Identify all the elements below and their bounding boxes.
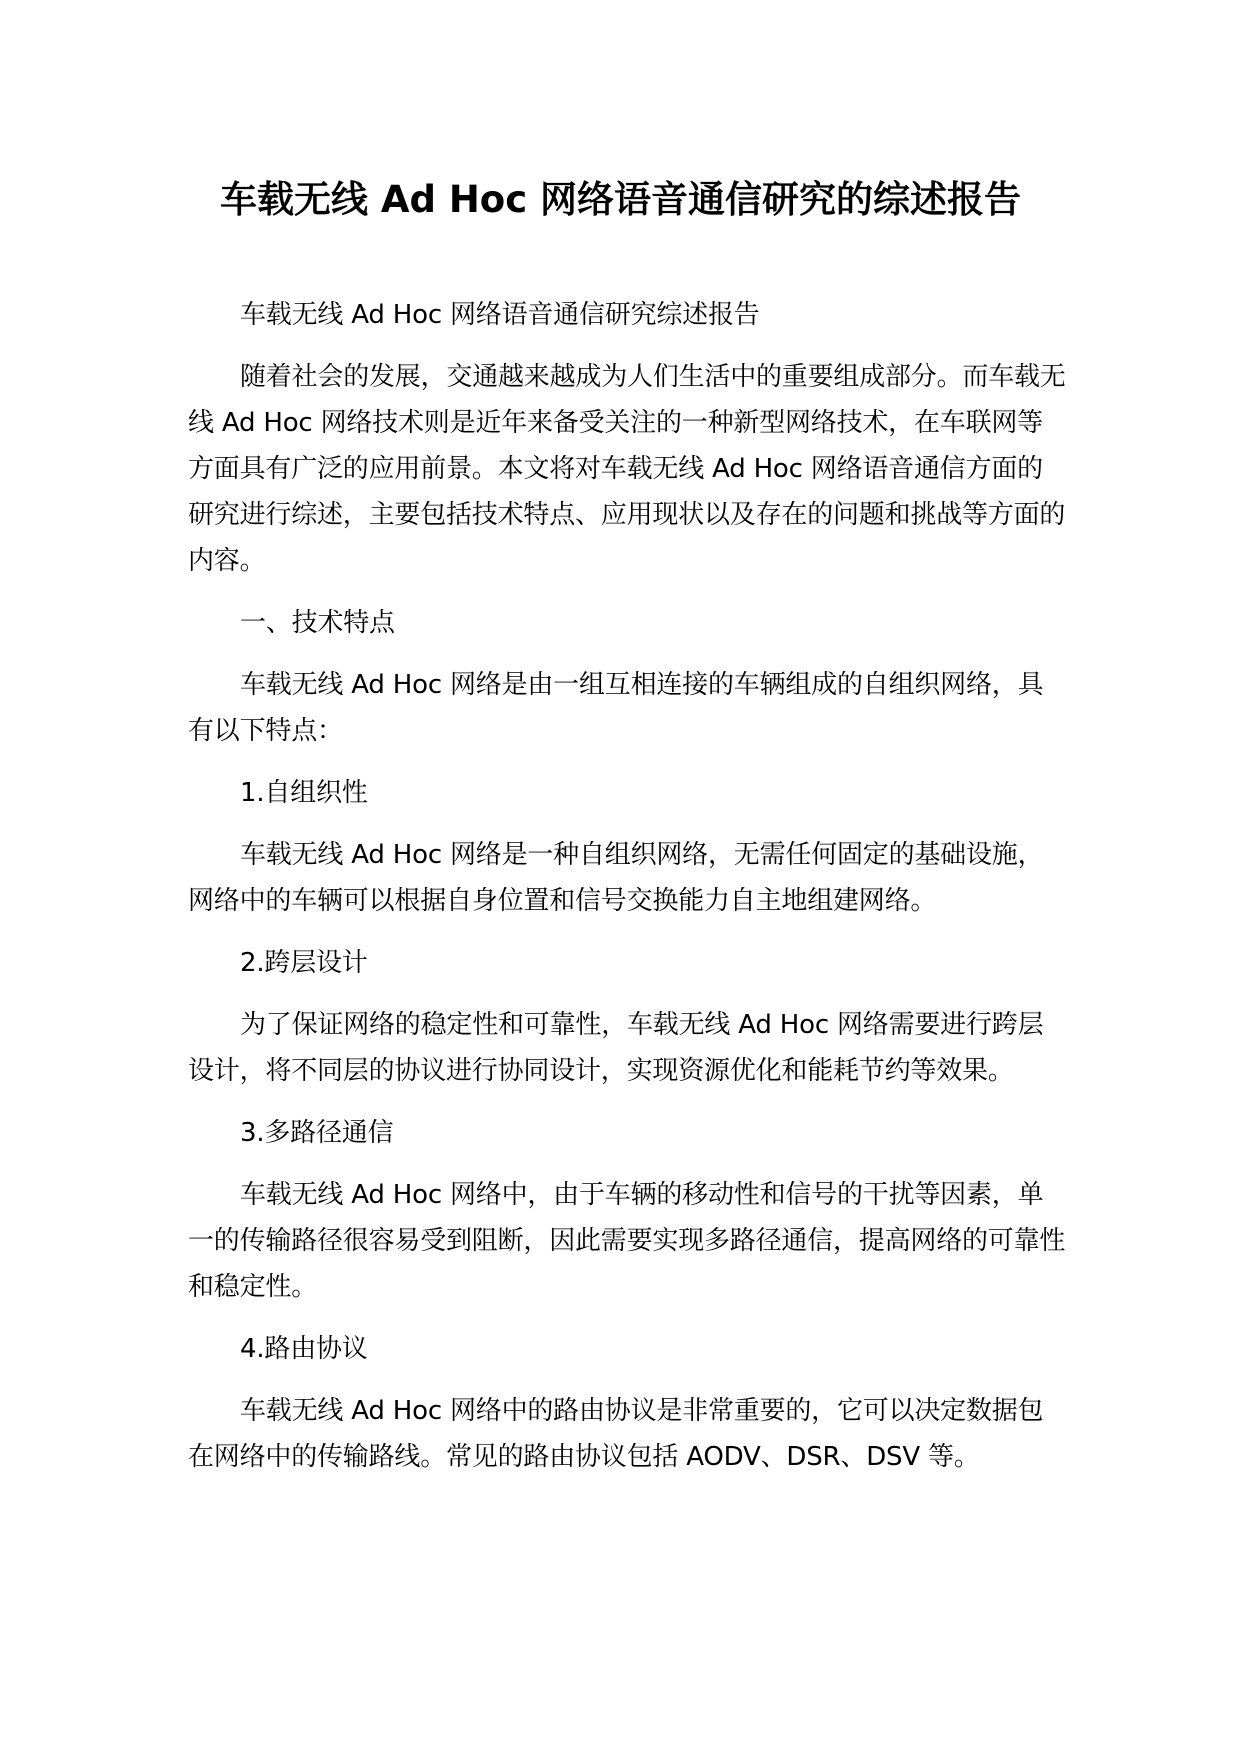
document-body (188, 292, 1068, 1496)
subheading-multipath-communication: 3.多路径通信 (240, 1118, 394, 1148)
document-title: 车载无线 Ad Hoc 网络语音通信研究的综述报告 (219, 178, 1022, 221)
intro-paragraph: 随着社会的发展，交通越来越成为人们生活中的重要组成部分。而车载无线 Ad Hoc 网络技术则是近年来备受关注的一种新型网络技术，在车联网等方面具有广泛的应用前景。本文将对车载无线 Ad Hoc 网络语音通信方面的研究进行综述，主要包括技术特点、应用现状以及存在的问题和挑战等方面的内容。 (188, 362, 1066, 576)
subtitle-paragraph: 车载无线 Ad Hoc 网络语音通信研究综述报告 (240, 300, 760, 330)
cross-layer-design-paragraph: 为了保证网络的稳定性和可靠性，车载无线 Ad Hoc 网络需要进行跨层设计，将不同层的协议进行协同设计，实现资源优化和能耗节约等效果。 (188, 1010, 1044, 1086)
subheading-self-organization: 1.自组织性 (240, 778, 368, 808)
tech-features-paragraph: 车载无线 Ad Hoc 网络是由一组互相连接的车辆组成的自组织网络，具有以下特点： (188, 670, 1044, 746)
subheading-routing-protocol: 4.路由协议 (240, 1334, 368, 1364)
section-heading-tech-features: 一、技术特点 (240, 608, 395, 638)
routing-protocol-paragraph: 车载无线 Ad Hoc 网络中的路由协议是非常重要的，它可以决定数据包在网络中的传输路线。常见的路由协议包括 AODV、DSR、DSV 等。 (188, 1396, 1044, 1472)
multipath-communication-paragraph: 车载无线 Ad Hoc 网络中，由于车辆的移动性和信号的干扰等因素，单一的传输路径很容易受到阻断，因此需要实现多路径通信，提高网络的可靠性和稳定性。 (188, 1180, 1066, 1302)
self-organization-paragraph: 车载无线 Ad Hoc 网络是一种自组织网络，无需任何固定的基础设施，网络中的车辆可以根据自身位置和信号交换能力自主地组建网络。 (188, 840, 1044, 916)
subheading-cross-layer-design: 2.跨层设计 (240, 948, 368, 978)
